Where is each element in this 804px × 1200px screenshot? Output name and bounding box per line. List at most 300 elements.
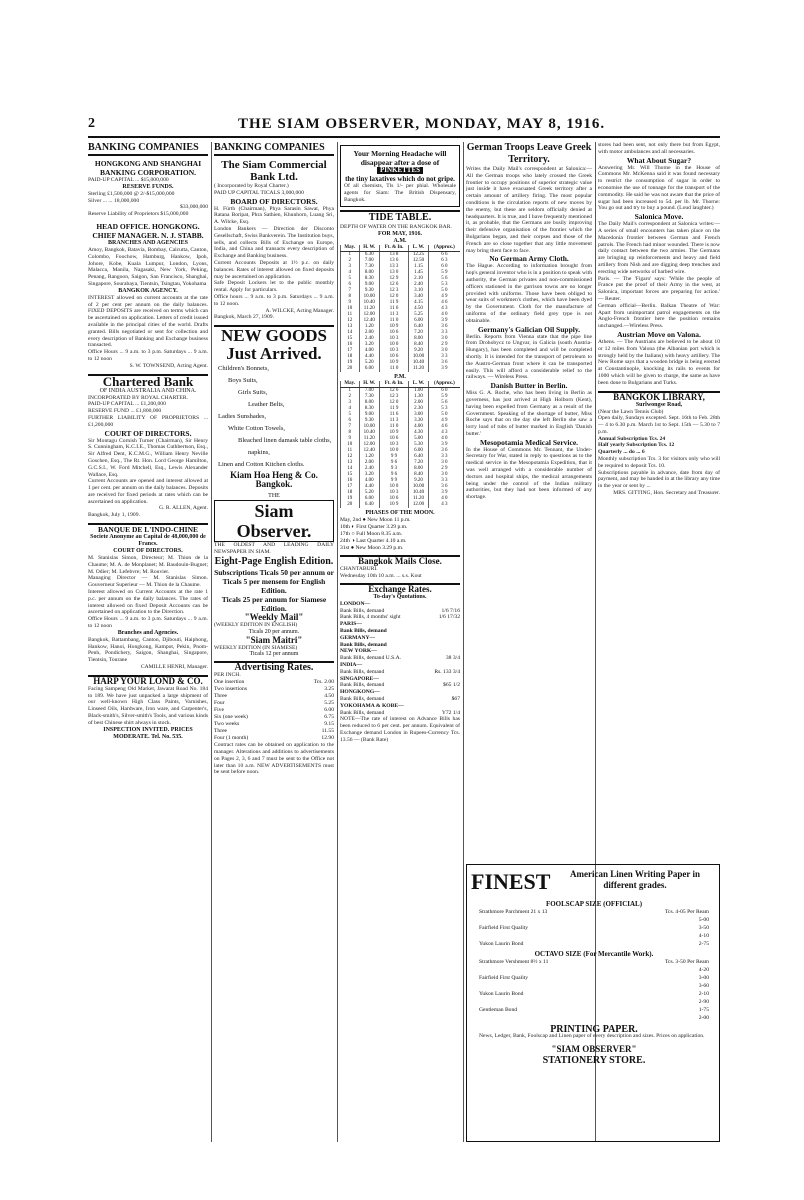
branches-heading: BRANCHES AND AGENCIES [107,239,189,246]
article-text: Miss G. A. Roche, who has been living in Berlin as governess, has just arrived at High Holborn (Kent), having been expelled from Germany as a result of the Government. Speaking of the shortage of butter, Miss Roche says that on the day she left Berlin she saw a lorry load of tubs of butter marked in English 'Danish butter.' [466,390,592,437]
tide-cell: 12 0 [379,294,408,300]
tide-header-cell: L. W. [409,381,429,388]
tide-cell: 3.30 [409,418,429,424]
goods-list [214,363,334,471]
bank-name: HONGKONG AND SHANGHAI BANKING CORPORATION. [94,159,202,177]
tide-month: FOR MAY, 1916. [378,231,422,238]
tide-cell: 9 9 [379,454,408,460]
ad-rate-row [214,721,334,728]
mails-heading: Bangkok Mails Close. [340,555,460,566]
library-half-yearly: Half yearly Subscription Tcs. 12 [598,442,675,449]
exchange-value: Rs. 133 3/4 [434,668,460,675]
goods-item: Children's Bonnets, [218,365,270,373]
ad-rate-value: Tcs. 2.00 [313,679,334,686]
tide-cell: 2.40 [359,336,379,342]
tide-cell: 10 9 [379,360,408,366]
article-heading: German Troops Leave Greek Territory. [466,142,592,165]
reserve-total: $33,000,000 [180,204,208,211]
tide-cell: 5 3 [428,406,460,412]
tide-cell: 5 9 [428,394,460,400]
tide-cell: 18 [341,354,360,360]
tide-cell: 6.00 [409,448,429,454]
library-near: (Near the Lawn Tennis Club) [598,408,664,415]
bangkok-agency-text: INTEREST allowed on current accounts at the rate of 2 per cent per annum on the daily balances. FIXED DEPOSITS are received on terms which can be ascertained on application. Letters of credit issued available in the principal cities of the world. Drafts granted. Bills negotiated or sent for collection and every description of Banking and Exchange business transacted. [88,294,208,349]
siam-maitri-sub: WEEKLY EDITION (IN SIAMESE) [214,644,298,651]
tide-cell: 10 6 [379,436,408,442]
tide-cell: 1.20 [359,324,379,330]
tide-cell: 12 6 [379,282,408,288]
directors-list: H. Fürth (Chairman), Phya Sarasin Sawat, Phya Ratana Boripat, Phra Sathien, Khunhorn, Luang Sri, A. Wilcke, Esq. [214,205,334,226]
tide-cell: 9 [341,300,360,306]
exchange-label: Bank Bills, demand [340,709,385,716]
article-heading: Salonica Move. [634,212,684,222]
goods-item: Leather Belts, [248,401,285,409]
octavo-header [479,958,709,966]
tide-header-cell: May. [341,381,360,388]
court-heading: COURT OF DIRECTORS. [104,428,192,438]
article-heading: Mesopotamia Medical Service. [479,437,579,447]
tide-cell: 16 [341,342,360,348]
paper-size-row [479,974,709,982]
ad-rate-row [214,700,334,707]
tide-cell: 9.00 [359,412,379,418]
exchange-row [340,642,460,649]
tide-cell: 10.00 [409,484,429,490]
exchange-row [340,614,460,621]
pinkettes-name: PINKETTES [377,167,423,174]
library-annual: Annual Subscription Tcs. 24 [598,435,666,442]
agent-signature: S. W. TOWNSEND, Acting Agent. [129,362,208,369]
tide-cell: 3 [341,400,360,406]
tide-cell: 6.40 [359,502,379,508]
exchange-label: Bank Bills, demand [340,682,385,689]
moon-phases [340,517,460,552]
tide-header-cell: H. W. [359,381,379,388]
article-heading: Austrian Move on Valona. [617,329,701,339]
tide-cell: 10 3 [379,348,408,354]
tide-cell: 8 [341,294,360,300]
tide-cell: 10 0 [379,448,408,454]
tide-cell: 6 [341,418,360,424]
tide-cell: 11 0 [379,366,408,372]
tide-cell: 4 [341,270,360,276]
tide-cell: 15 [341,336,360,342]
tide-cell: 12.00 [359,442,379,448]
foolscap-header-left: Strathmore Parchment 21 x 13 [479,909,548,915]
tide-cell: 10 3 [379,490,408,496]
tide-cell: 4.00 [409,424,429,430]
library-hours: Open daily, Sundays excepted. Sept. 16th to Feb. 28th — 4 to 6.30 p.m. March 1st to Sept. 15th — 5.30 to 7 p.m. [598,415,720,435]
tide-header-cell: (Approx.) [428,245,460,252]
tide-cell: 9.20 [409,478,429,484]
tide-cell: 4.00 [359,348,379,354]
exchange-value: 1/6 7/16 [441,607,460,614]
tide-cell: 3 3 [428,454,460,460]
ad-rate-value: 11.55 [321,728,334,735]
tide-cell: 3 9 [428,490,460,496]
exchange-row [340,621,460,628]
tide-cell: 5 [341,412,360,418]
tide-cell: 3 9 [428,442,460,448]
tide-cell: 9 3 [379,466,408,472]
tide-cell: 10.40 [359,300,379,306]
advertising-heading: Advertising Rates. [214,661,334,672]
weekly-mail-title: "Weekly Mail" [244,611,304,622]
foolscap-rows [479,916,709,948]
paper-grade: Fairfield First Quality [479,975,529,981]
tide-cell: 4 6 [428,424,460,430]
column-3 [340,142,460,1142]
advertising-rates [214,679,334,742]
tide-cell: 5.25 [409,312,429,318]
tide-cell: 4 3 [428,502,460,508]
article-text: Berlin. Reports from Vienna state that the pipe line from Drohobycz to Ungvar, in Galicia (south Austria-Hungary), has been completed and will be completed shortly. It is intended for the transport of petroleum to the Austro-German front where it can be transported easily. This will afford a considerable relief to the railways. — Wireless Press. [466,333,592,381]
tide-cell: 6.40 [409,454,429,460]
tide-cell: 12 [341,454,360,460]
tide-row [341,366,461,372]
article-text: German official—Berlin. Balkan Theatre of War: Apart from unimportant patrol engagements on the Anglo-French frontier here the position remains unchanged.—Wireless Press. [598,302,720,330]
tide-cell: 7.30 [359,394,379,400]
paper-size-row [479,966,709,974]
tide-cell: 9 6 [379,460,408,466]
exchange-label: GERMANY— [340,634,376,641]
exchange-sub: To-day's Quotations. [373,593,427,600]
tide-cell: 6 0 [428,388,460,395]
date-line: Bangkok, March 27, 1909. [214,314,274,321]
tide-cell: 13 8 [379,252,408,259]
tide-cell: 1.30 [409,394,429,400]
tide-cell: 10.00 [409,354,429,360]
tide-cell: 11 3 [379,418,408,424]
tide-cell: 5 6 [428,400,460,406]
library-sub: Surlwongse Road, [635,401,683,408]
tide-cell: 2 9 [428,466,460,472]
exchange-row [340,676,460,683]
harp-footer: INSPECTION INVITED. PRICES MODERATE. Tel. No. 535. [103,726,193,740]
tide-cell: 3 [341,264,360,270]
exchange-row [340,648,460,655]
column-1 [88,142,208,1142]
article-text: The Hague. According to information brought from hop's general inventor who is in a position to speak with authority, the German privates and non-commissioned officers stationed in the garrison towns are no longer provided with uniforms. Those have been obliged to wear suits of workmen's clothes, which have been dyed by the Government. Cloth for the manufacture of uniforms of the ordinary field grey type is not obtainable. [466,263,592,324]
newspaper-title: THE SIAM OBSERVER, MONDAY, MAY 8, 1916. [238,116,606,132]
tide-cell: 13 0 [379,270,408,276]
moon-phase-row: 31st ● New Moon 3.29 p.m. [340,545,404,552]
tide-cell: 12 3 [379,288,408,294]
indochine-sub: Societe Anonyme au Capital de 48,000,000 de Francs. [90,534,206,548]
office-hours: Office Hours ... 9 a.m. to 3 p.m. Saturdays ... 9 a.m. to 12 noon [88,349,208,362]
tide-pm-label: P.M. [394,374,406,381]
exchange-label: INDIA— [340,661,363,668]
office-hours: Office hours ... 9 a.m. to 3 p.m. Saturdays ... 9 a.m. to 12 noon. [214,293,334,307]
tide-cell: 6 [341,282,360,288]
tide-header-cell: May. [341,245,360,252]
tide-cell: 1 [341,388,360,395]
reserve-liability: Reserve Liability of Proprietors $15,000,000 [88,211,189,218]
tide-cell: 4 9 [428,294,460,300]
foolscap-header [479,908,709,916]
tide-cell: 1.15 [409,264,429,270]
tide-cell: 5 3 [428,282,460,288]
tide-cell: 4.40 [359,484,379,490]
tide-cell: 2.10 [409,276,429,282]
exchange-label: Bank Bills, demand [340,641,387,648]
tide-table-heading: TIDE TABLE. [340,210,460,224]
branches-heading: Branches and Agencies. [117,629,179,636]
tide-cell: 11 9 [379,300,408,306]
tide-cell: 7 [341,424,360,430]
tide-table-am [340,245,460,372]
indochine-heading: BANQUE DE L'INDO-CHINE [88,523,208,534]
chief-manager: CHIEF MANAGER. N. J. STABB. [92,230,204,240]
column-rule [463,142,464,1142]
tide-cell: 11 9 [379,406,408,412]
tide-cell: 10.00 [359,294,379,300]
paper-price: 3-00 [698,975,709,981]
manager-signature: CAMILLE HENRI, Manager. [140,664,208,671]
paper-price: 2-10 [698,991,709,997]
exchange-value: 38 3/4 [445,655,460,662]
tide-cell: 9 6 [379,472,408,478]
siam-maitri-price: Ticals 12 per annum [249,651,299,658]
ad-rate-label: Three [214,728,228,735]
the-label: THE [268,493,280,500]
tide-cell: 10 [341,306,360,312]
bank-capital: PAID-UP CAPITAL ... $15,000,000 [88,177,169,183]
exchange-value: $67 [451,695,460,702]
tide-cell: 4 [341,406,360,412]
exchange-rates [340,601,460,717]
tide-cell: 11 3 [379,312,408,318]
new-goods-title: NEW GOODS Just Arrived. [214,325,334,363]
tide-cell: 11.20 [359,306,379,312]
tide-cell: 4 3 [428,430,460,436]
safe-deposit: Safe Deposit Lockers let to the public monthly rental. Apply for particulars. [214,280,334,294]
tide-cell: 12 9 [379,276,408,282]
tide-table-sub: DEPTH OF WATER ON THE BANGKOK BAR. [340,224,452,231]
court-directors: Sir Montagu Cornish Turner (Chairman), Sir Henry S. Cunningham, K.C.I.E., Thomas Cuthbertson, Esq., Sir Alfred Dent, K.C.M.G., William Henry Neville Goschen, Esq., The Rt. Hon. Lord George Hamilton, G.C.S.I., W. Ford Mitchell, Esq., Lewis Alexander Wallace, Esq. [88,437,208,478]
tide-cell: 11.20 [359,436,379,442]
tide-cell: 1 [341,252,360,259]
tide-cell: 3.00 [409,412,429,418]
ad-rate-value: 4.50 [324,693,334,700]
siam-maitri-title: "Siam Maitri" [245,634,303,645]
tide-cell: 3.20 [359,342,379,348]
exchange-label: Bank Bills, 4 months' sight [340,614,401,621]
tide-cell: 6.00 [359,366,379,372]
tide-cell: 10 9 [379,502,408,508]
harp-heading: HARP YOUR LOND & CO. [88,675,208,686]
tide-cell: 10 9 [379,430,408,436]
ad-rate-value: 3.25 [324,686,334,693]
tide-cell: 2.30 [409,406,429,412]
tide-cell: 7.30 [359,264,379,270]
page-number: 2 [88,116,96,131]
tide-cell: 9.30 [359,288,379,294]
tide-cell: 6.00 [409,318,429,324]
exchange-label: Bank Bills, demand [340,668,385,675]
tide-cell: 9 9 [379,478,408,484]
column-5 [598,142,720,860]
tide-cell: 6.30 [359,252,379,259]
article-heading: Germany's Galician Oil Supply. [477,324,581,334]
tide-cell: 10.40 [359,430,379,436]
goods-item: Bleached linen damask table cloths, [238,437,332,445]
manager-signature: A. WILCKE, Acting Manager. [265,307,334,314]
paper-size-row [479,998,709,1006]
tide-cell: 19 [341,360,360,366]
tide-cell: 10 0 [379,484,408,490]
ad-rate-row [214,735,334,742]
tide-header-cell: L. W. [409,245,429,252]
exchange-row [340,608,460,615]
tide-cell: 5 [341,276,360,282]
kiam-hoa-heng: Kiam Hoa Heng & Co. Bangkok. [230,470,318,490]
tide-cell: 20 [341,366,360,372]
paper-price: 1-75 [698,1007,709,1013]
tide-cell: 5.00 [409,436,429,442]
tide-cell: 3 0 [428,336,460,342]
tide-cell: 9.00 [359,282,379,288]
tide-cell: 14 [341,330,360,336]
column-2 [214,142,334,1142]
tide-cell: 1.45 [409,270,429,276]
paper-price: 3-50 [698,925,709,931]
paper-size-row [479,982,709,990]
paper-grade: Yukon Laurin Bond [479,991,524,997]
tide-cell: 12.00 [359,312,379,318]
section-heading: BANKING COMPANIES [88,142,208,156]
store-name: "SIAM OBSERVER" [551,1043,637,1054]
tide-cell: 11 [341,312,360,318]
per-inch: PER INCH. [214,672,241,679]
tide-row [341,502,461,508]
tide-cell: 5 9 [428,270,460,276]
tide-cell: 17 [341,484,360,490]
ad-rate-value: 6.75 [324,714,334,721]
chartered-incorp: INCORPORATED BY ROYAL CHARTER. [88,394,188,401]
paper-price: 2-75 [698,941,709,947]
chartered-liability: FURTHER LIABILITY OF PROPRIETORS ... £1,200,000 [88,414,208,428]
tide-cell: 8.30 [359,406,379,412]
exchange-label: HONGKONG— [340,689,380,696]
store-sub: STATIONERY STORE. [542,1054,646,1066]
finest-word: FINEST [471,869,551,894]
octavo-heading: OCTAVO SIZE (For Mercantile Work). [534,950,654,958]
exchange-row [340,696,460,703]
library-heading: BANGKOK LIBRARY, [598,391,720,402]
library-quarterly: Quarterly ... do ... 6 [598,449,645,456]
tide-cell: 13 3 [379,264,408,270]
tide-cell: 6 3 [428,258,460,264]
tide-cell: 3.10 [409,288,429,294]
tide-cell: 5 0 [428,288,460,294]
printing-paper-heading: PRINTING PAPER. [550,1024,638,1035]
tide-cell: 6.40 [409,324,429,330]
tide-cell: 16 [341,478,360,484]
tide-cell: 3 0 [428,472,460,478]
exchange-label: Bank Bills, demand [340,695,385,702]
goods-item: Boys Suits, [228,377,258,385]
octavo-header-right: Tcs. 3-50 Per Ream [664,959,709,965]
exchange-row [340,635,460,642]
tide-cell: 3 6 [428,360,460,366]
ad-rate-label: Two insertions [214,686,248,693]
chartered-bank-heading: Chartered Bank [88,374,208,388]
tide-cell: 4 0 [428,436,460,442]
ad-rate-label: Three [214,693,228,700]
column-rule [211,142,212,1142]
incorp-line: ( Incorporated by Royal Charter.) [214,183,289,189]
tide-cell: 5.30 [409,442,429,448]
tide-cell: 3 3 [428,354,460,360]
foolscap-header-right: Tcs. 4-05 Per Ream [664,909,709,915]
branches-list: Bangkok, Battambang, Canton, Djibouti, Haiphong, Hankow, Hanoi, Hongkong, Kampot, Pekin, Pnom-Penh, Pondichery, Saigon, Shanghai, Singapore, Tientsin, Tourane [88,636,208,664]
tide-cell: 3 3 [428,478,460,484]
paper-grade: Yukon Laurin Bond [479,941,524,947]
tide-cell: 1.00 [409,388,429,395]
tide-cell: 12 0 [379,400,408,406]
article-text: In the House of Commons Mr. Tennant, the Under-Secretary for War, stated in reply to questions as to the medical service in the Mesopotamia Expedition, that it was well arranged with a considerable number of doctors and hospital ships, the medical arrangements being under the control of the Indian military authorities, but they had not been informed of any shortage. [466,446,592,501]
goods-item: White Cotton Towels, [228,425,286,433]
tide-cell: 17 [341,348,360,354]
paper-size-row [479,940,709,948]
siam-commercial-bank-title: The Siam Commercial Bank Ltd. [221,159,327,183]
tide-cell: 9.20 [409,348,429,354]
tide-cell: 10 9 [379,324,408,330]
tide-cell: 12 3 [379,394,408,400]
paper-size-row [479,916,709,924]
exchange-row [340,669,460,676]
exchange-label: YOKOHAMA & KOBE— [340,702,404,709]
tide-cell: 5 6 [428,276,460,282]
exchange-row [340,655,460,662]
branches-list: Amoy, Bangkok, Batavia, Bombay, Calcutta, Canton, Colombo, Foochow, Hamburg, Hankow, Ipoh, Johore, Kobe, Kuala Lumpur, London, Lyons, Malacca, Manila, Nagasaki, New York, Peking, Penang, Rangoon, Saigon, San Francisco, Shanghai, Singapore, Sourabaya, Tientsin, Tsingtau, Yokohama [88,246,208,287]
exchange-row [340,628,460,635]
tide-cell: 9.30 [359,418,379,424]
tide-cell: 9 [341,436,360,442]
paper-price: 3-60 [698,983,709,989]
exchange-label: NEW YORK— [340,648,377,655]
tide-cell: 4 6 [428,300,460,306]
finest-paper-ad [466,864,720,1142]
ad-rate-value: 5.25 [324,700,334,707]
paper-size-row [479,924,709,932]
paper-size-row [479,1006,709,1014]
exchange-row [340,703,460,710]
library-monthly: Monthly subscription Tcs. 3 for visitors only who will be required to deposit Tcs. 10. [598,456,720,469]
tide-cell: 5 0 [428,412,460,418]
eight-page-edition: Eight-Page English Edition. [214,555,334,567]
ad-rate-row [214,679,334,686]
article-heading: What About Sugar? [626,155,692,165]
ad-rate-label: Four (1 month) [214,735,249,742]
section-heading: BANKING COMPANIES [214,142,334,156]
tide-cell: 13 6 [379,258,408,264]
paper-grade: Gentleman Bond [479,1007,518,1013]
tide-cell: 8.00 [359,400,379,406]
pinkettes-subline: the tiny laxatives which do not gripe. [345,175,455,183]
weekly-mail-price: Ticals 20 per annum. [248,628,300,635]
tide-cell: 4.15 [409,300,429,306]
tide-header-cell: H. W. [359,245,379,252]
exchange-row [340,662,460,669]
tide-cell: 11 0 [379,318,408,324]
tide-cell: 7.20 [409,330,429,336]
paper-price: 5-00 [698,917,709,923]
tide-cell: 10.40 [409,490,429,496]
tide-cell: 3.40 [409,294,429,300]
tide-cell: 11 0 [379,424,408,430]
